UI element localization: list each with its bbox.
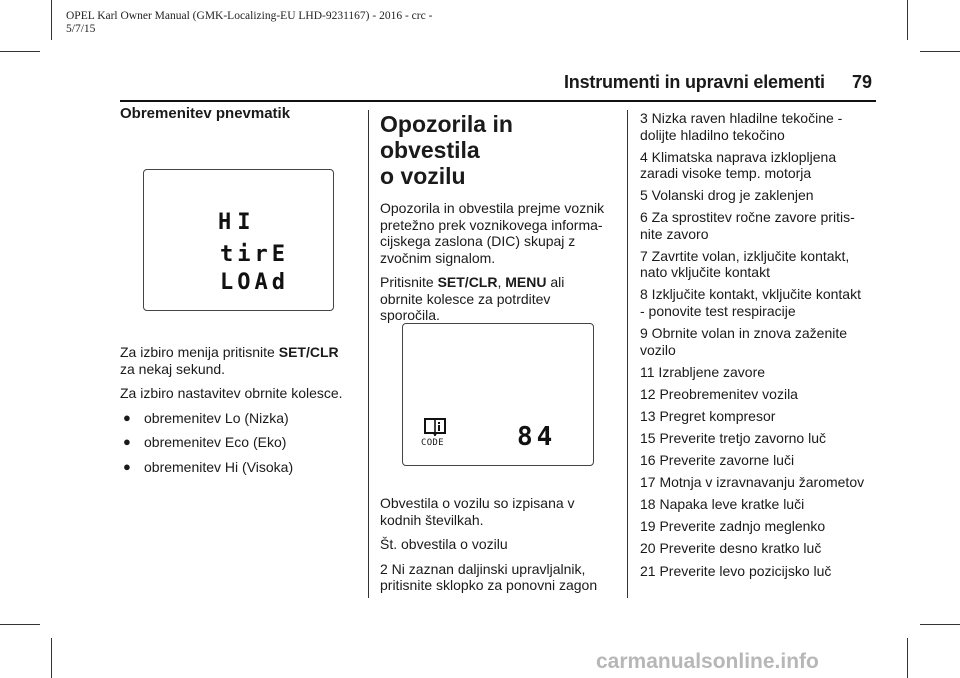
message-line: 12 Preobremenitev vozila [640, 385, 798, 402]
header-rule [120, 100, 876, 102]
tire-load-display [143, 169, 334, 311]
paragraph-line: pretežno prek voznikovega informa- [380, 216, 603, 233]
bold-term: SET/CLR [278, 344, 339, 360]
message-item [640, 496, 878, 513]
message-line: zaradi visoke temp. motorja [640, 165, 812, 182]
display-line-3: LOAd [220, 270, 289, 295]
message-line: 20 Preverite desno kratko luč [640, 540, 822, 557]
paragraph-line: kodnih številkah. [380, 511, 484, 528]
crop-mark [907, 0, 908, 40]
paragraph-line: Obvestila o vozilu so izpisana v [380, 495, 575, 511]
code-label: CODE [421, 438, 444, 448]
message-line: 9 Obrnite volan in znova zaženite [640, 325, 848, 342]
paragraph-text: Pritisnite [380, 274, 438, 290]
section-heading: Obremenitev pnevmatik [120, 105, 291, 122]
message-line: 6 Za sprostitev ročne zavore pritis- [640, 209, 855, 226]
bold-term: SET/CLR [437, 274, 498, 290]
message-line: 13 Pregret kompresor [640, 407, 776, 424]
message-line: dolijte hladilno tekočino [640, 126, 785, 143]
message-line: 16 Preverite zavorne luči [640, 452, 795, 469]
message-item [640, 518, 878, 535]
message-item [640, 430, 878, 447]
bullet-list [120, 410, 360, 476]
display-line-2: tirE [220, 242, 289, 267]
message-item [640, 110, 878, 143]
message-line: 18 Napaka leve kratke luči [640, 496, 805, 513]
message-item [640, 325, 878, 358]
paragraph-line: zvočnim signalom. [380, 249, 496, 266]
bold-term: MENU [505, 274, 547, 290]
message-item [640, 149, 878, 182]
message-item [640, 286, 878, 319]
message-item [640, 187, 878, 204]
bullet-dot: ● [123, 409, 131, 425]
paragraph-line: obrnite kolesce za potrditev [380, 290, 551, 307]
message-line: 11 Izrabljene zavore [640, 363, 766, 380]
column-2-body [380, 495, 620, 602]
paragraph-text: za nekaj sekund. [120, 360, 226, 377]
message-item [640, 209, 878, 242]
message-line: 15 Preverite tretjo zavorno luč [640, 429, 826, 446]
display-line-1: HI [218, 210, 257, 235]
message-line: vozilo [640, 341, 676, 358]
list-item [120, 459, 360, 476]
list-item-text: obremenitev Eco (Eko) [144, 434, 287, 450]
message-item [640, 364, 878, 381]
paragraph-line: Opozorila in obvestila prejme voznik [380, 200, 605, 216]
bullet-dot: ● [123, 458, 131, 474]
message-line: - ponovite test respiracije [640, 302, 796, 319]
paragraph-text: , [497, 274, 506, 290]
bullet-dot: ● [123, 434, 131, 449]
message-item [640, 248, 878, 281]
vehicle-message-display [402, 323, 594, 466]
message-line: 17 Motnja v izravnavanju žarometov [640, 474, 865, 491]
message-item [640, 540, 878, 557]
paragraph: Št. obvestila o vozilu [380, 536, 508, 552]
message-line: 19 Preverite zadnjo meglenko [640, 518, 826, 535]
page-header-title: Instrumenti in upravni elementi [564, 72, 825, 92]
column-2 [380, 106, 616, 332]
page-number: 79 [852, 72, 873, 92]
paragraph [380, 561, 620, 594]
column-divider [368, 110, 369, 598]
paragraph-line: pritisnite sklopko za ponovni zagon [380, 577, 598, 593]
message-item [640, 474, 878, 491]
message-line: 5 Volanski drog je zaklenjen [640, 187, 814, 204]
message-line: 3 Nizka raven hladilne tekočine - [640, 110, 843, 126]
message-line: 7 Zavrtite volan, izključite kontakt, [640, 247, 850, 264]
list-item-text: obremenitev Lo (Nizka) [144, 409, 289, 426]
message-item [640, 386, 878, 403]
list-item-text: obremenitev Hi (Visoka) [144, 458, 294, 475]
crop-mark [51, 0, 52, 40]
paragraph-text: ali [546, 274, 565, 290]
crop-mark [920, 624, 960, 625]
list-item [120, 434, 360, 451]
message-item [640, 408, 878, 425]
crop-mark [0, 624, 40, 625]
crop-mark [0, 51, 40, 52]
code-value: 84 [517, 422, 557, 452]
document-meta-line: OPEL Karl Owner Manual (GMK-Localizing-EU LHD-9231167) - 2016 - crc - [66, 10, 433, 22]
paragraph [380, 274, 616, 324]
column-divider [627, 110, 628, 598]
section-title [380, 111, 616, 189]
column-1 [120, 106, 358, 131]
message-item [640, 563, 878, 580]
section-title-line: o vozilu [380, 163, 466, 189]
message-line: 4 Klimatska naprava izklopljena [640, 148, 837, 165]
message-item [640, 452, 878, 469]
info-book-icon [423, 416, 447, 436]
paragraph-text: Za izbiro menija pritisnite [120, 344, 279, 360]
message-line: 21 Preverite levo pozicijsko luč [640, 562, 832, 579]
document-meta-date: 5/7/15 [66, 23, 96, 35]
message-line: 8 Izključite kontakt, vključite kontakt [640, 286, 861, 303]
message-line: nato vključite kontakt [640, 264, 770, 281]
paragraph [380, 495, 620, 528]
paragraph: Za izbiro nastavitev obrnite kolesce. [120, 385, 343, 401]
paragraph-line: 2 Ni zaznan daljinski upravljalnik, [380, 560, 586, 577]
paragraph-line: sporočila. [380, 307, 440, 323]
document-meta [66, 10, 432, 36]
column-1-body [120, 344, 360, 483]
paragraph [380, 200, 616, 266]
paragraph [120, 344, 360, 377]
crop-mark [920, 51, 960, 52]
message-line: nite zavoro [640, 225, 709, 242]
crop-mark [51, 638, 52, 678]
list-item [120, 410, 360, 427]
column-3 [640, 110, 878, 585]
paragraph-line: cijskega zaslona (DIC) skupaj z [380, 233, 576, 249]
section-title-line: Opozorila in obvestila [380, 111, 513, 163]
watermark: carmanualsonline.info [596, 650, 819, 673]
crop-mark [907, 638, 908, 678]
